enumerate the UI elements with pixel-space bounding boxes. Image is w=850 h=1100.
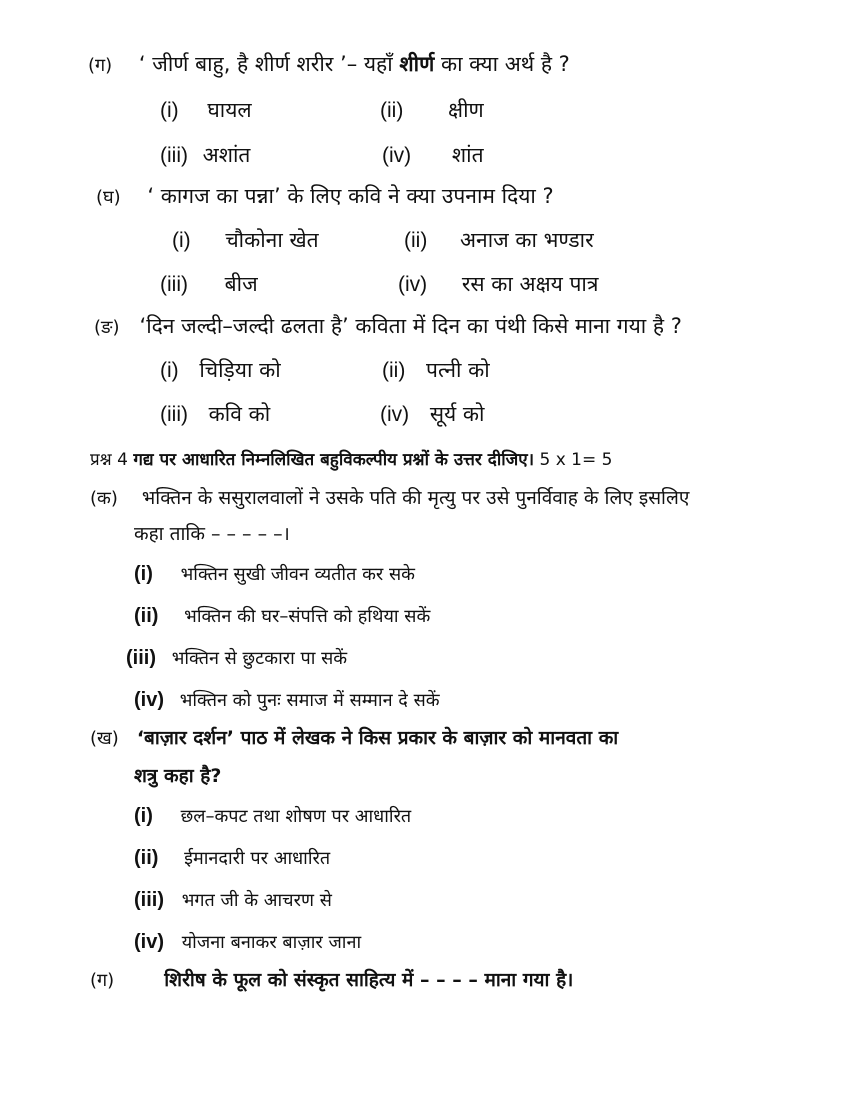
question-kha (90, 724, 618, 753)
option-number: (iv) (134, 931, 164, 953)
option-number: (iii) (134, 889, 164, 911)
question-title: गद्य पर आधारित निम्नलिखित बहुविकल्पीय प्रश्नों के उत्तर दीजिए। (133, 450, 535, 470)
option-text: अनाज का भण्डार (460, 228, 594, 252)
option-text: चिड़िया को (199, 358, 281, 382)
option-number: (i) (160, 99, 179, 122)
option (382, 356, 490, 385)
option-number: (i) (134, 805, 153, 827)
option (134, 560, 415, 589)
option-text: बीज (224, 272, 258, 296)
question-marker: (ङ) (94, 317, 120, 338)
option (160, 356, 281, 385)
option-number: (ii) (404, 229, 428, 252)
question-ga-2 (90, 966, 573, 995)
option-text: रस का अक्षय पात्र (461, 272, 599, 296)
option-number: (iv) (380, 403, 410, 426)
question-text: ‘ जीर्ण बाहु, है शीर्ण शरीर ’– यहाँ (138, 52, 393, 76)
option (398, 270, 598, 299)
question-gh (96, 182, 554, 212)
question-ka (90, 484, 689, 513)
question-4-header (90, 446, 612, 474)
option-number: (i) (172, 229, 191, 252)
option (160, 270, 258, 299)
option-text: कवि को (208, 402, 271, 426)
question-text: ‘ कागज का पन्ना’ के लिए कवि ने क्या उपनाम दिया ? (147, 184, 554, 208)
option (380, 96, 484, 125)
option-number: (i) (160, 359, 179, 382)
question-text: शिरीष के फूल को संस्कृत साहित्य में – – – – माना गया है। (164, 969, 574, 991)
question-marker: (क) (90, 488, 118, 509)
option-text: योजना बनाकर बाज़ार जाना (181, 932, 362, 953)
question-text: भक्तिन के ससुरालवालों ने उसके पति की मृत्यु पर उसे पुनर्विवाह के लिए इसलिए (141, 487, 690, 509)
highlight-word: शीर्ण (399, 52, 435, 76)
option (134, 844, 330, 873)
option-text: सूर्य को (429, 402, 485, 426)
option (134, 928, 361, 957)
option-number: (i) (134, 563, 153, 585)
option (172, 226, 319, 255)
option-text: छल–कपट तथा शोषण पर आधारित (180, 806, 412, 827)
question-kha-line2: शत्रु कहा है? (134, 765, 222, 787)
option-text: चौकोना खेत (225, 228, 319, 252)
option-text: घायल (207, 98, 252, 122)
option-number: (ii) (380, 99, 404, 122)
question-nga (94, 312, 682, 342)
option-number: (ii) (134, 605, 159, 627)
option-text: भक्तिन को पुनः समाज में सम्मान दे सकें (179, 690, 440, 711)
option-number: (iii) (160, 273, 188, 296)
option (160, 141, 250, 170)
question-text: ‘दिन जल्दी–जल्दी ढलता है’ कविता में दिन का पंथी किसे माना गया है ? (139, 314, 682, 338)
option-text: अशांत (202, 143, 251, 167)
option (134, 802, 411, 831)
option (160, 400, 270, 429)
option-text: भगत जी के आचरण से (181, 890, 332, 911)
option (380, 400, 484, 429)
marks: 5 x 1= 5 (539, 450, 613, 470)
option (160, 96, 252, 125)
option-number: (iii) (160, 403, 188, 426)
option (134, 602, 430, 631)
question-text: ‘बाज़ार दर्शन’ पाठ में लेखक ने किस प्रकार के बाज़ार को मानवता का (136, 727, 619, 749)
option (382, 141, 484, 170)
question-g (88, 50, 570, 80)
question-marker: (ग) (88, 55, 113, 76)
option (134, 886, 332, 915)
option-text: भक्तिन से छुटकारा पा सकें (171, 648, 348, 669)
option-text: पत्नी को (426, 358, 490, 382)
option-text: क्षीण (448, 98, 484, 122)
question-marker: (घ) (96, 187, 121, 208)
option-text: शांत (451, 143, 484, 167)
option-number: (iii) (126, 647, 156, 669)
question-marker: (ग) (90, 970, 115, 991)
option-number: (iv) (382, 144, 412, 167)
question-marker: (ख) (90, 728, 119, 749)
option-text: भक्तिन की घर–संपत्ति को हथिया सकें (184, 606, 431, 627)
option-number: (ii) (134, 847, 159, 869)
question-text-end: का क्या अर्थ है ? (440, 52, 570, 76)
option-number: (iv) (134, 689, 164, 711)
option-number: (iv) (398, 273, 428, 296)
question-label: प्रश्न 4 (90, 450, 128, 470)
option-number: (ii) (382, 359, 406, 382)
option-number: (iii) (160, 144, 188, 167)
option (126, 644, 347, 673)
question-ka-line2: कहा ताकि – – – – –। (134, 523, 290, 545)
option-text: भक्तिन सुखी जीवन व्यतीत कर सके (180, 564, 415, 585)
option-text: ईमानदारी पर आधारित (184, 848, 331, 869)
option (134, 686, 440, 715)
option (404, 226, 594, 255)
